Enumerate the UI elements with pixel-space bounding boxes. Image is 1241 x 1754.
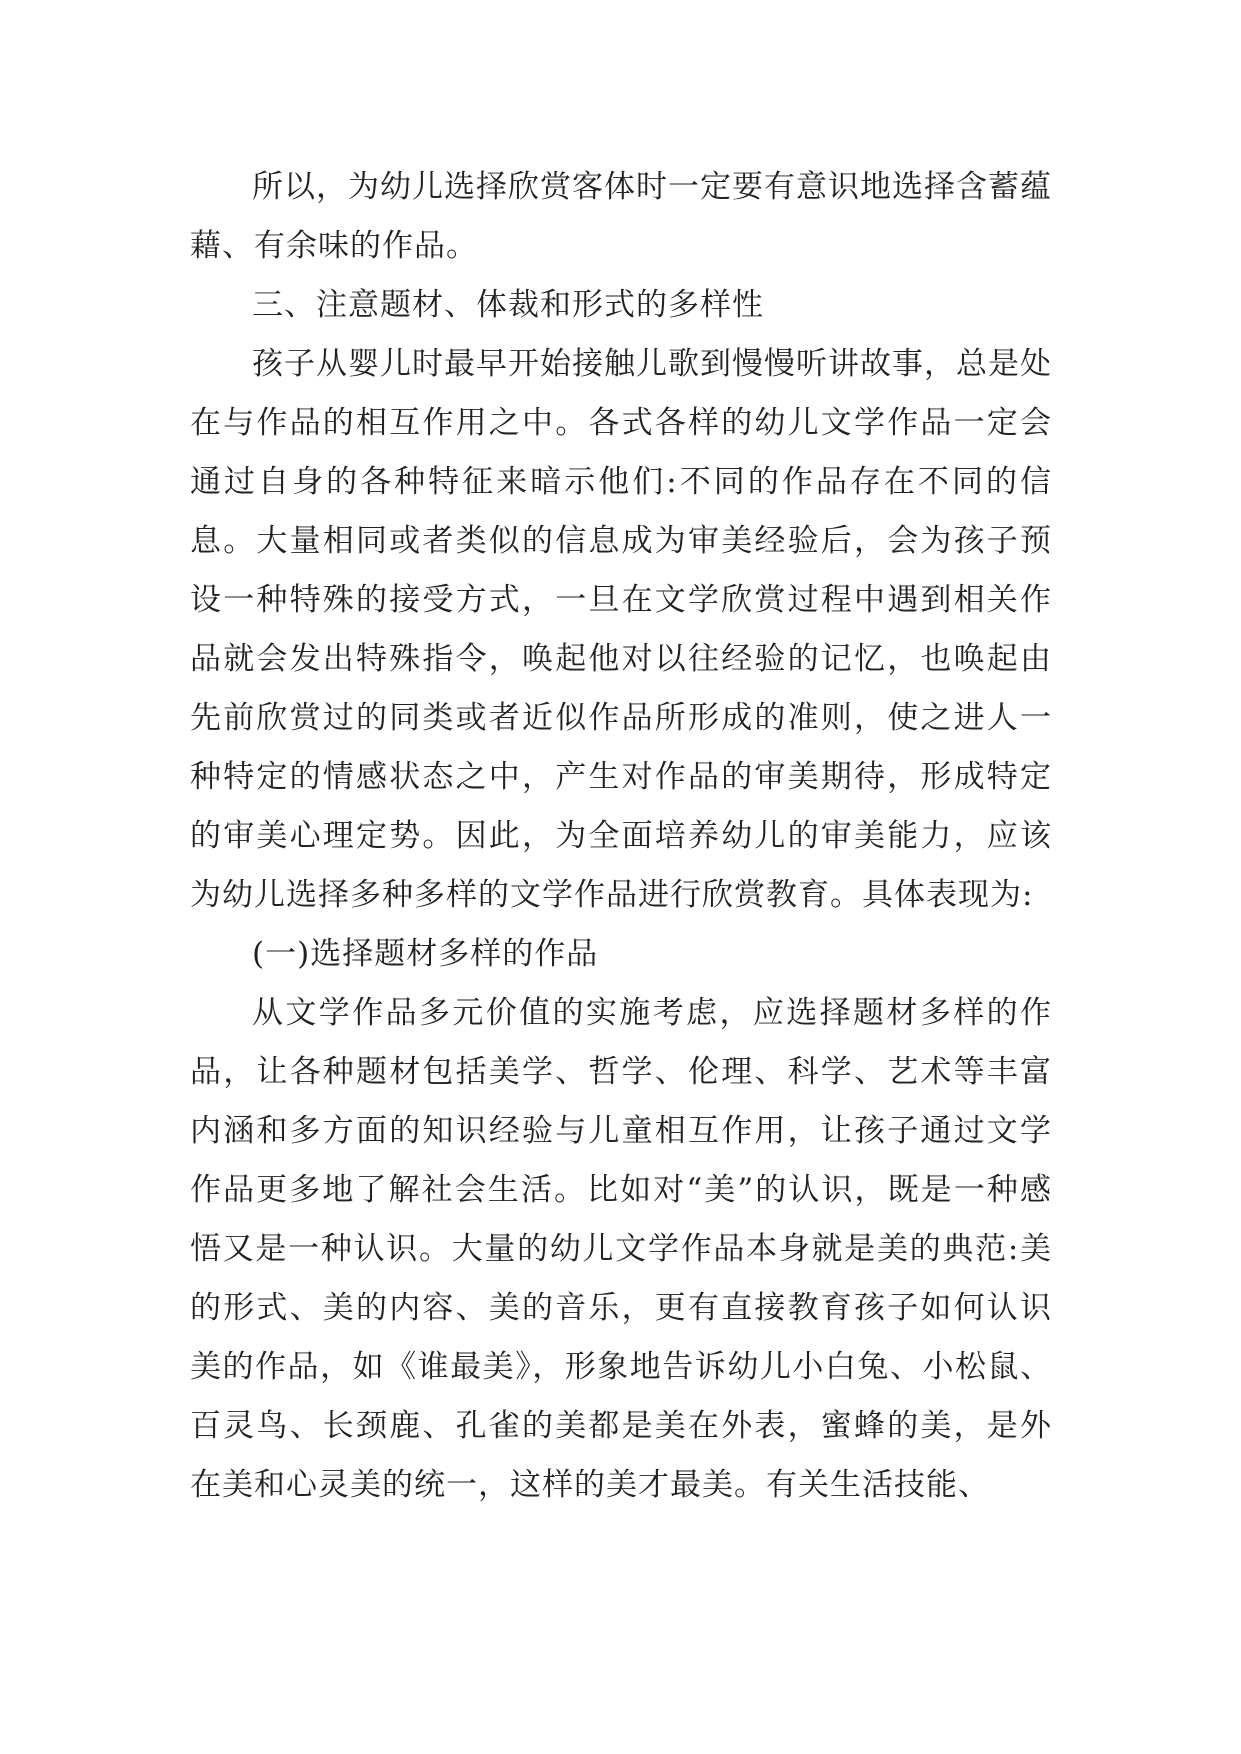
document-body: [190, 158, 1052, 1515]
paragraph-aesthetic-experience: 孩子从婴儿时最早开始接触儿歌到慢慢听讲故事，总是处在与作品的相互作用之中。各式各样的幼儿文学作品一定会通过自身的各种特征来暗示他们:不同的作品存在不同的信息。大量相同或者类似的信息成为审美经验后，会为孩子预设一种特殊的接受方式，一旦在文学欣赏过程中遇到相关作品就会发出特殊指令，唤起他对以往经验的记忆，也唤起由先前欣赏过的同类或者近似作品所形成的准则，使之进人一种特定的情感状态之中，产生对作品的审美期待，形成特定的审美心理定势。因此，为全面培养幼儿的审美能力，应该为幼儿选择多种多样的文学作品进行欣赏教育。具体表现为:: [190, 346, 1052, 913]
paragraph-conclusion: 所以，为幼儿选择欣赏客体时一定要有意识地选择含蓄蕴藉、有余味的作品。: [190, 169, 1052, 264]
subsection-heading-themes: (一)选择题材多样的作品: [252, 936, 599, 972]
section-heading-diversity: 三、注意题材、体裁和形式的多样性: [252, 287, 764, 323]
paragraph-theme-diversity: 从文学作品多元价值的实施考虑，应选择题材多样的作品，让各种题材包括美学、哲学、伦理、科学、艺术等丰富内涵和多方面的知识经验与儿童相互作用，让孩子通过文学作品更多地了解社会生活。比如对“美”的认识，既是一种感悟又是一种认识。大量的幼儿文学作品本身就是美的典范:美的形式、美的内容、美的音乐，更有直接教育孩子如何认识美的作品，如《谁最美》，形象地告诉幼儿小白兔、小松鼠、百灵鸟、长颈鹿、孔雀的美都是美在外表，蜜蜂的美，是外在美和心灵美的统一，这样的美才最美。有关生活技能、: [190, 995, 1052, 1503]
